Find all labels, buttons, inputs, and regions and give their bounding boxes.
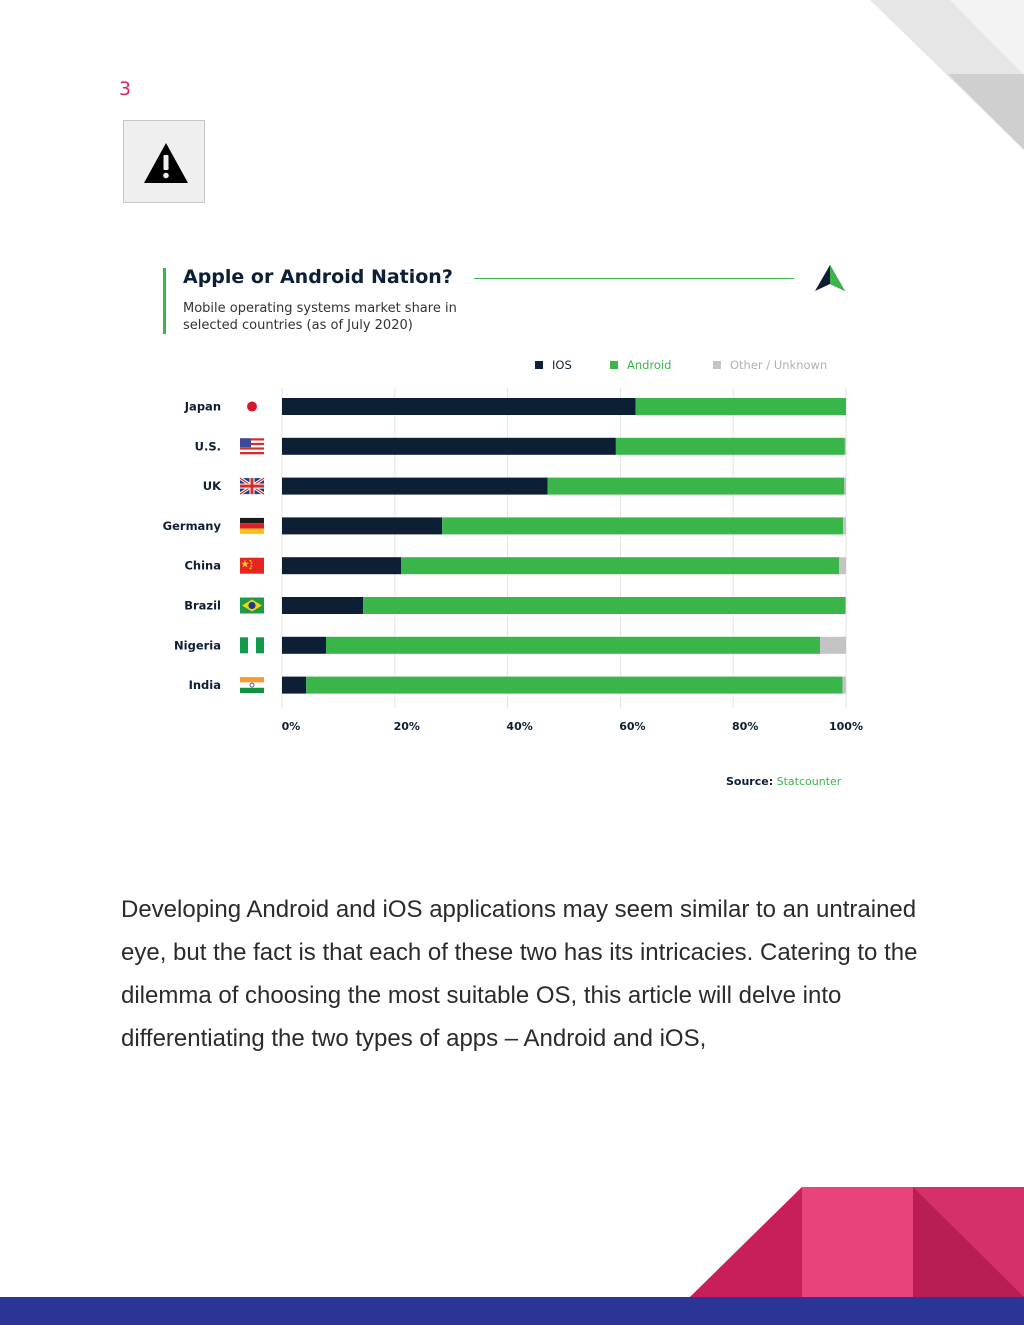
bar-segment-ios	[282, 398, 636, 415]
x-tick-label: 80%	[732, 720, 759, 733]
japan-flag-icon	[240, 399, 264, 415]
bar-segment-ios	[282, 517, 442, 534]
x-tick-label: 20%	[393, 720, 420, 733]
x-tick-label: 100%	[829, 720, 863, 733]
bar-segment-ios	[282, 478, 548, 495]
source-value: Statcounter	[776, 775, 842, 788]
india-flag-icon	[240, 677, 264, 693]
legend-label-other: Other / Unknown	[730, 358, 828, 372]
bars	[282, 398, 846, 694]
legend-label-ios: IOS	[552, 358, 572, 372]
bar-segment-ios	[282, 677, 306, 694]
category-label: China	[184, 558, 221, 573]
bar-segment-other	[844, 478, 846, 495]
bar-segment-other	[839, 557, 846, 574]
bar-segment-other	[845, 438, 846, 455]
bar-segment-other	[843, 677, 846, 694]
chart-source	[726, 775, 841, 788]
corner-decoration-bottom	[690, 1187, 1024, 1297]
body-paragraph: Developing Android and iOS applications may seem similar to an untrained eye, but the fact is that each of these two has its intricacies. Catering to the dilemma of choosing the most suitable OS, this article will delve into differentiating the two types of apps – Android and iOS,	[121, 896, 918, 1052]
category-label: Germany	[162, 518, 221, 533]
bar-segment-ios	[282, 637, 326, 654]
bar-segment-android	[442, 517, 843, 534]
category-label: India	[188, 678, 221, 693]
x-tick-label: 60%	[619, 720, 646, 733]
bar-segment-ios	[282, 557, 401, 574]
bar-segment-android	[363, 597, 845, 614]
x-tick-label: 40%	[506, 720, 533, 733]
category-labels	[163, 400, 222, 693]
uk-flag-icon	[240, 478, 264, 494]
us-flag-icon	[240, 438, 264, 454]
nigeria-flag-icon	[240, 637, 264, 653]
china-flag-icon	[240, 558, 264, 574]
bar-segment-other	[845, 597, 846, 614]
bar-segment-android	[401, 557, 839, 574]
category-label: UK	[202, 479, 221, 494]
source-label: Source:	[726, 775, 774, 788]
category-label: Brazil	[184, 598, 221, 613]
category-label: Nigeria	[174, 638, 221, 653]
bar-segment-android	[616, 438, 845, 455]
x-tick-labels	[282, 720, 863, 733]
page-number: 3	[119, 78, 132, 100]
grid-lines	[282, 388, 846, 708]
germany-flag-icon	[240, 518, 264, 534]
legend-label-android: Android	[627, 358, 672, 372]
footer-band	[0, 1297, 1024, 1325]
bar-segment-ios	[282, 597, 363, 614]
bar-segment-other	[843, 517, 846, 534]
bar-segment-ios	[282, 438, 616, 455]
bar-segment-android	[548, 478, 845, 495]
category-label: U.S.	[194, 439, 221, 454]
brazil-flag-icon	[240, 598, 264, 614]
category-label: Japan	[184, 399, 221, 414]
bar-segment-other	[820, 637, 846, 654]
bar-segment-android	[326, 637, 820, 654]
bar-segment-android	[306, 677, 842, 694]
chart-subtitle: Mobile operating systems market share in selected countries (as of July 2020)	[183, 301, 457, 333]
bar-segment-android	[636, 398, 846, 415]
x-tick-label: 0%	[281, 720, 301, 733]
flags	[240, 399, 264, 694]
chart-title: Apple or Android Nation?	[183, 266, 453, 288]
